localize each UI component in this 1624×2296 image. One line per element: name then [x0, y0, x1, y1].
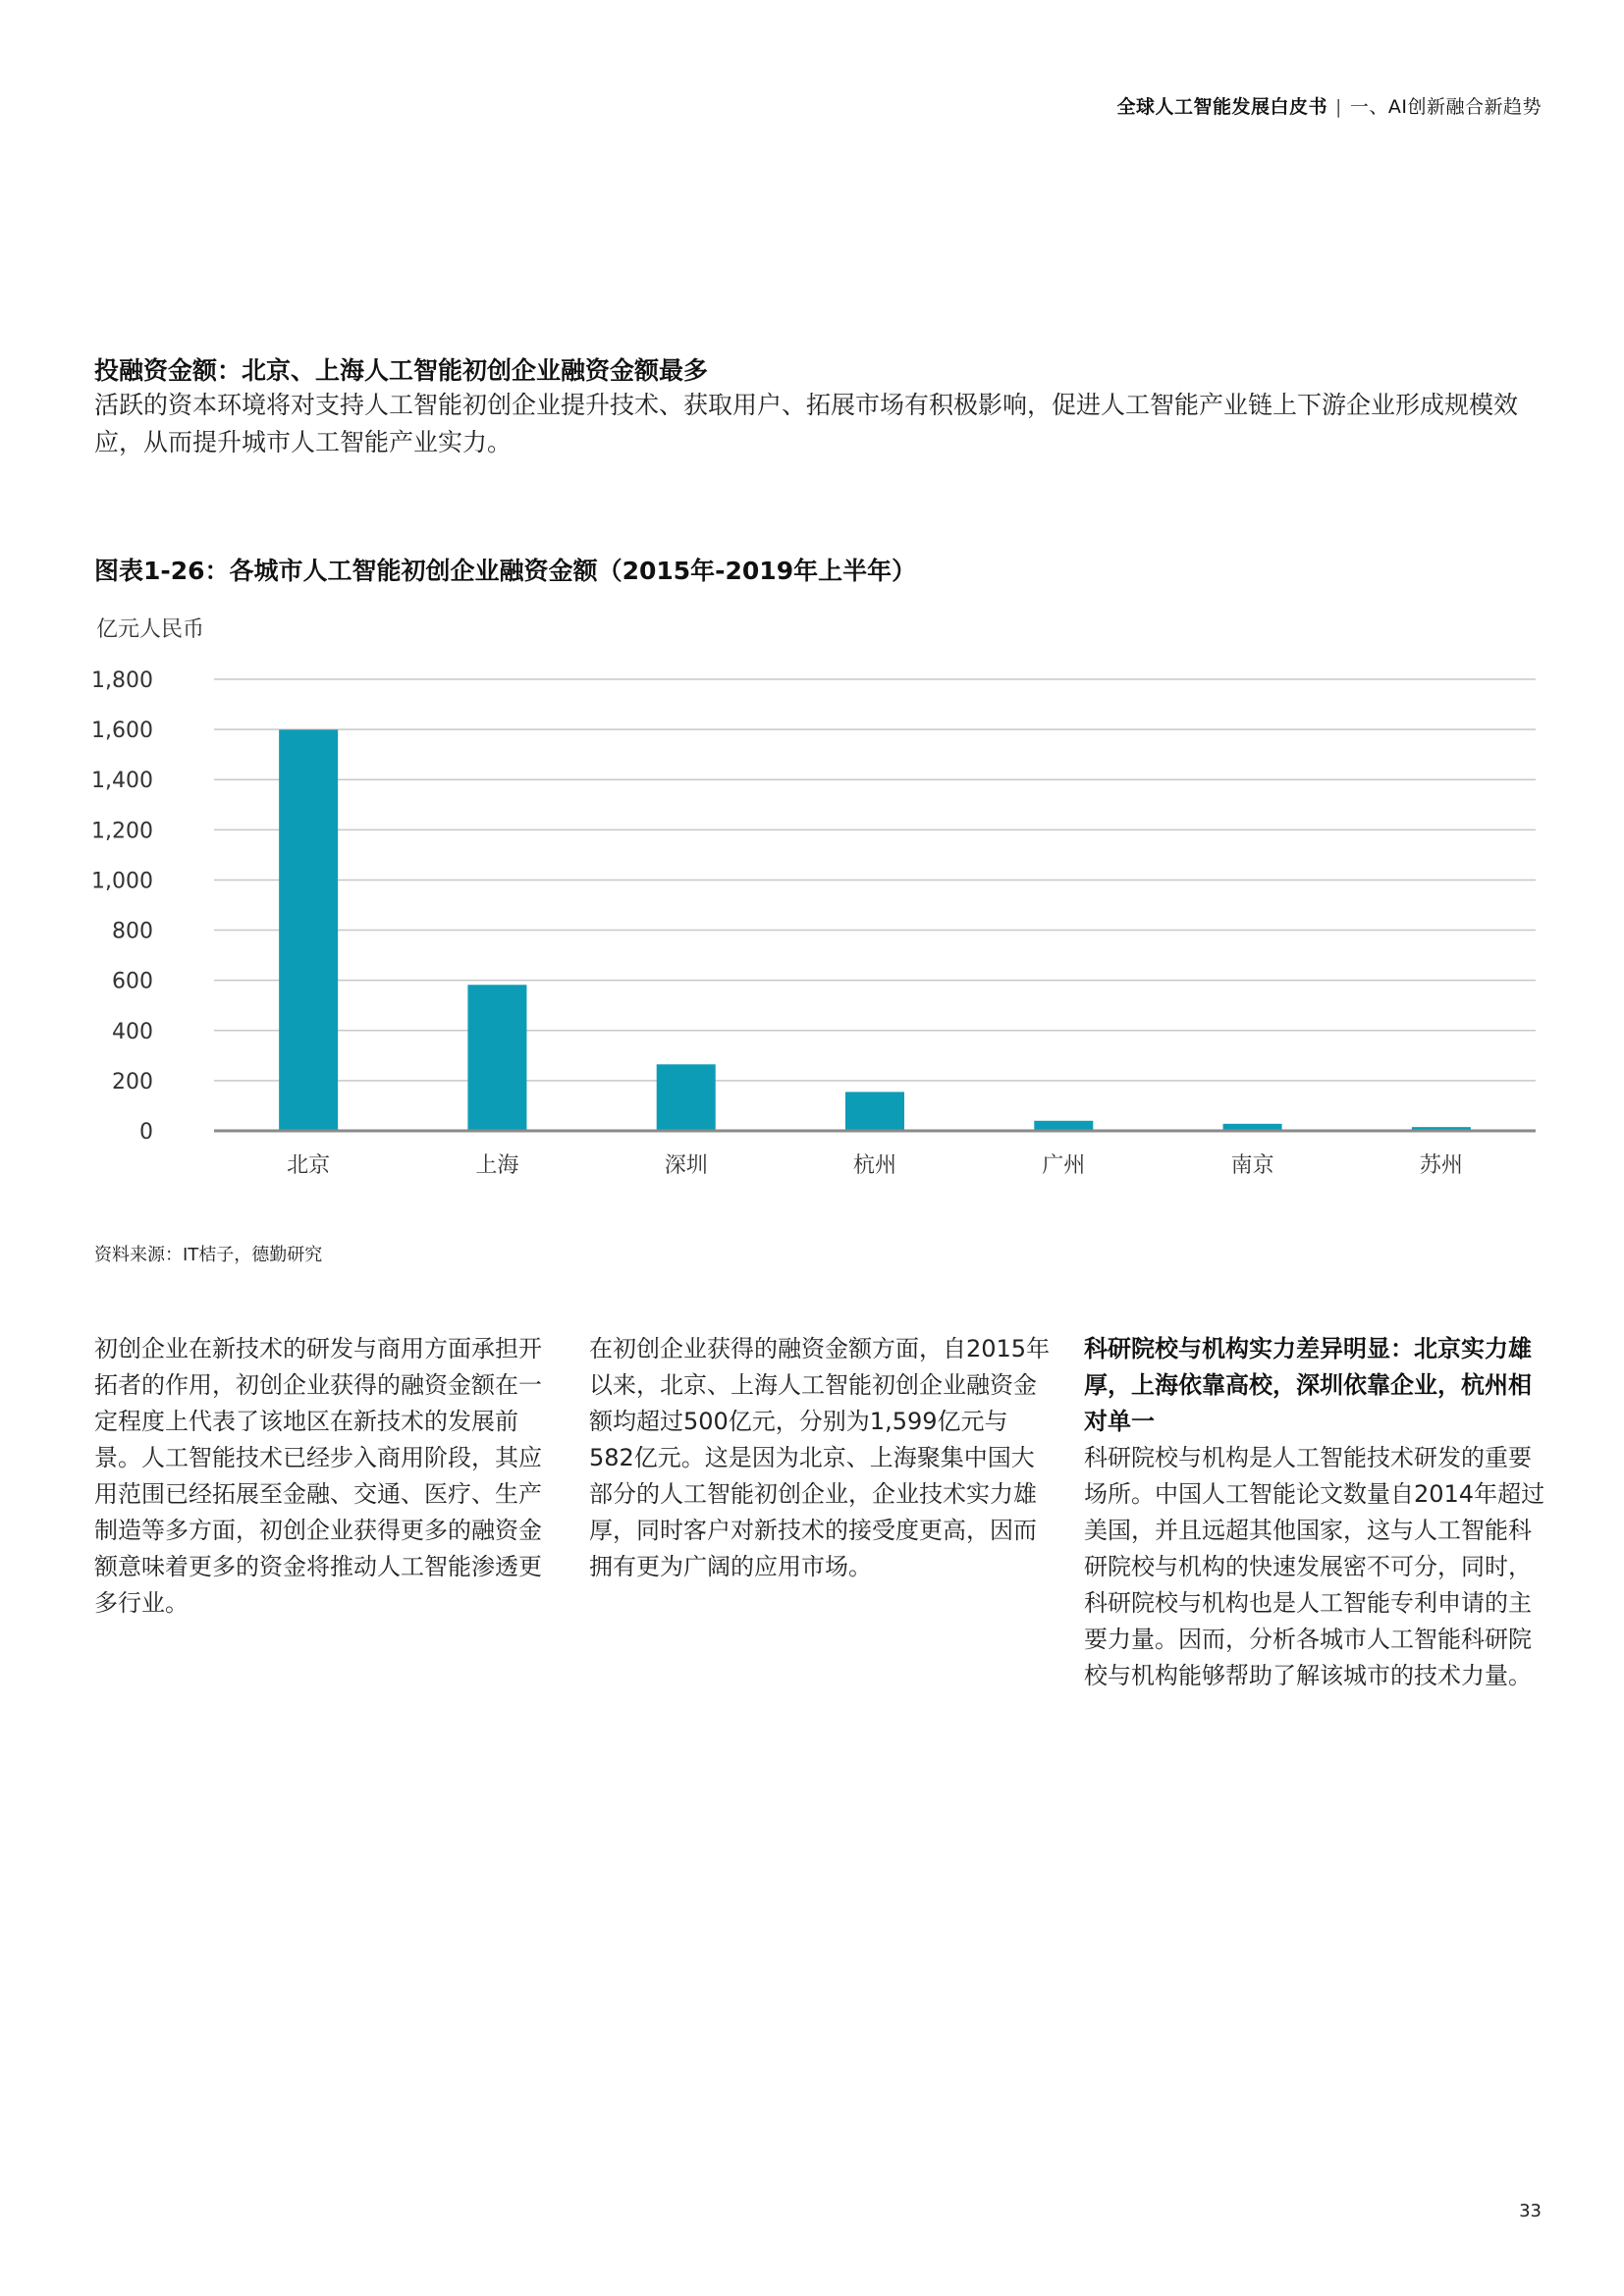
- body-column-2: 在初创企业获得的融资金额方面，自2015年以来，北京、上海人工智能初创企业融资金额均超过500亿元，分别为1,599亿元与582亿元。这是因为北京、上海聚集中国大部分的人工智能初创企业，企业技术实力雄厚，同时客户对新技术的接受度更高，因而拥有更为广阔的应用市场。: [589, 1335, 1051, 1580]
- y-axis-unit-label: 亿元人民币: [96, 617, 205, 642]
- page-number: 33: [1519, 2201, 1542, 2221]
- intro-paragraph: 活跃的资本环境将对支持人工智能初创企业提升技术、获取用户、拓展市场有积极影响，促进人工智能产业链上下游企业形成规模效应，从而提升城市人工智能产业实力。: [94, 391, 1519, 456]
- bar-2: [467, 985, 526, 1131]
- data-source: 资料来源：IT桔子，德勤研究: [94, 1245, 323, 1265]
- y-tick-label: 200: [112, 1069, 153, 1095]
- column-3-body: 科研院校与机构是人工智能技术研发的重要场所。中国人工智能论文数量自2014年超过美国，并且远超其他国家，这与人工智能科研院校与机构的快速发展密不可分，同时，科研院校与机构也是人工智能专利申请的主要力量。因而，分析各城市人工智能科研院校与机构能够帮助了解该城市的技术力量。: [1084, 1444, 1545, 1689]
- header-section: 一、AI创新融合新趋势: [1349, 96, 1542, 118]
- y-tick-label: 1,200: [91, 819, 153, 844]
- y-tick-label: 1,000: [91, 869, 153, 894]
- y-tick-label: 1,600: [91, 719, 153, 744]
- x-tick-label: 苏州: [1419, 1153, 1463, 1178]
- body-column-3: [1084, 1331, 1545, 1694]
- x-tick-label: 杭州: [852, 1153, 897, 1178]
- page-header: [1116, 92, 1542, 119]
- column-3-heading: 科研院校与机构实力差异明显：北京实力雄厚，上海依靠高校，深圳依靠企业，杭州相对单一: [1084, 1335, 1532, 1435]
- bar-3: [657, 1064, 716, 1131]
- grid-lines: [214, 679, 1536, 1081]
- x-tick-label: 深圳: [664, 1153, 708, 1178]
- header-separator: |: [1334, 96, 1342, 118]
- y-tick-label: 400: [112, 1019, 153, 1044]
- chart-title: 图表1-26：各城市人工智能初创企业融资金额（2015年-2019年上半年）: [94, 557, 917, 585]
- bar-chart: [79, 599, 1571, 1207]
- section-heading: 投融资金额：北京、上海人工智能初创企业融资金额最多: [94, 356, 709, 385]
- y-tick-label: 800: [112, 919, 153, 944]
- bar-5: [1034, 1121, 1093, 1131]
- body-column-1: 初创企业在新技术的研发与商用方面承担开拓者的作用，初创企业获得的融资金额在一定程度上代表了该地区在新技术的发展前景。人工智能技术已经步入商用阶段，其应用范围已经拓展至金融、交通、医疗、生产制造等多方面，初创企业获得更多的融资金额意味着更多的资金将推动人工智能渗透更多行业。: [94, 1335, 542, 1617]
- y-tick-label: 600: [112, 969, 153, 994]
- x-tick-label: 上海: [475, 1153, 519, 1178]
- bar-1: [279, 729, 338, 1131]
- header-title: 全球人工智能发展白皮书: [1116, 96, 1327, 118]
- y-tick-label: 1,800: [91, 668, 153, 693]
- x-tick-label: 广州: [1042, 1153, 1086, 1178]
- y-tick-label: 0: [139, 1120, 153, 1145]
- x-tick-label: 南京: [1230, 1153, 1274, 1178]
- x-tick-label: 北京: [287, 1153, 331, 1178]
- chart-svg: [79, 599, 1571, 1207]
- y-tick-label: 1,400: [91, 769, 153, 794]
- bar-4: [845, 1092, 904, 1131]
